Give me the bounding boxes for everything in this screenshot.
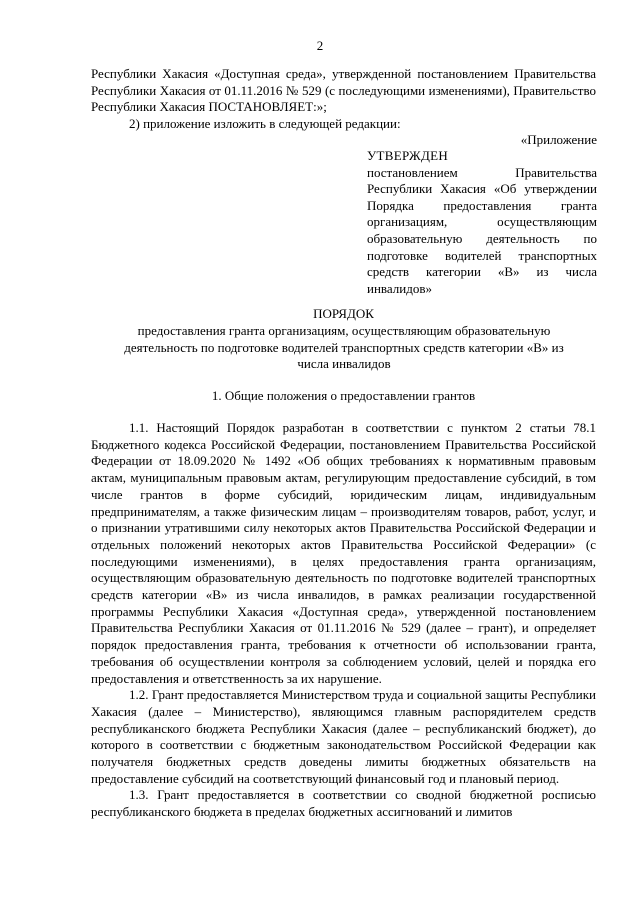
approval-body: постановлением Правительства Республики Хакасия «Об утверждении Порядка предоставления гранта организациям, осуществляющим образовательную деятельность по подготовке водителей транспортных средств категории «В» из числа инвалидов» xyxy=(367,164,597,296)
document-title: ПОРЯДОК xyxy=(313,306,374,321)
section-body xyxy=(91,420,596,821)
intro-item-2: 2) приложение изложить в следующей редакции: xyxy=(129,116,401,132)
document-subtitle: предоставления гранта организациям, осуществляющим образовательную деятельность по подготовке водителей транспортных средств категории «В» из числа инвалидов xyxy=(124,323,564,372)
paragraph-1-3: 1.3. Грант предоставляется в соответствии со сводной бюджетной росписью республиканского бюджета в пределах бюджетных ассигнований и лимитов xyxy=(91,787,596,820)
paragraph-1-1: 1.1. Настоящий Порядок разработан в соответствии с пунктом 2 статьи 78.1 Бюджетного кодекса Российской Федерации, постановлением Правительства Российской Федерации от 18.09.2020 № 1492 «Об общих требованиях к нормативным правовым актам, муниципальным правовым актам, регулирующим предоставление субсидий, в том числе грантов в форме субсидий, юридическим лицам, индивидуальным предпринимателям, а также физическим лицам – производителям товаров, работ, услуг, и о признании утратившими силу некоторых актов Правительства Российской Федерации и отдельных положений некоторых актов Правительства Российской Федерации» (с последующими изменениями), в целях предоставления гранта организациям, осуществляющим образовательную деятельность по подготовке водителей транспортных средств категории «В» из числа инвалидов, в рамках реализации государственной программы Республики Хакасия «Доступная среда», утвержденной постановлением Правительства Республики Хакасия от 01.11.2016 № 529 (далее – грант), и определяет порядок предоставления гранта, требования к отчетности об использовании гранта, требования об осуществлении контроля за соблюдением условий, целей и порядка его предоставления и ответственность за их нарушение. xyxy=(91,420,596,686)
intro-block xyxy=(91,66,596,133)
appendix-label: «Приложение xyxy=(520,132,597,147)
section-heading: 1. Общие положения о предоставлении грантов xyxy=(211,388,476,403)
page-number: 2 xyxy=(316,38,324,53)
approval-title: УТВЕРЖДЕН xyxy=(367,148,449,163)
paragraph-1-2: 1.2. Грант предоставляется Министерством труда и социальной защиты Республики Хакасия (далее – Министерство), являющимся главным распорядителем средств республиканского бюджета Республики Хакасия (далее – республиканский бюджет), до которого в соответствии с бюджетным законодательством Российской Федерации как получателя бюджетных средств доведены лимиты бюджетных обязательств на предоставление субсидий на соответствующий финансовый год и плановый период. xyxy=(91,687,596,786)
approval-block xyxy=(367,148,597,297)
intro-paragraph: Республики Хакасия «Доступная среда», утвержденной постановлением Правительства Республики Хакасия от 01.11.2016 № 529 (с последующими изменениями), Правительство Республики Хакасия ПОСТАНОВЛЯЕТ:»; xyxy=(91,66,596,115)
